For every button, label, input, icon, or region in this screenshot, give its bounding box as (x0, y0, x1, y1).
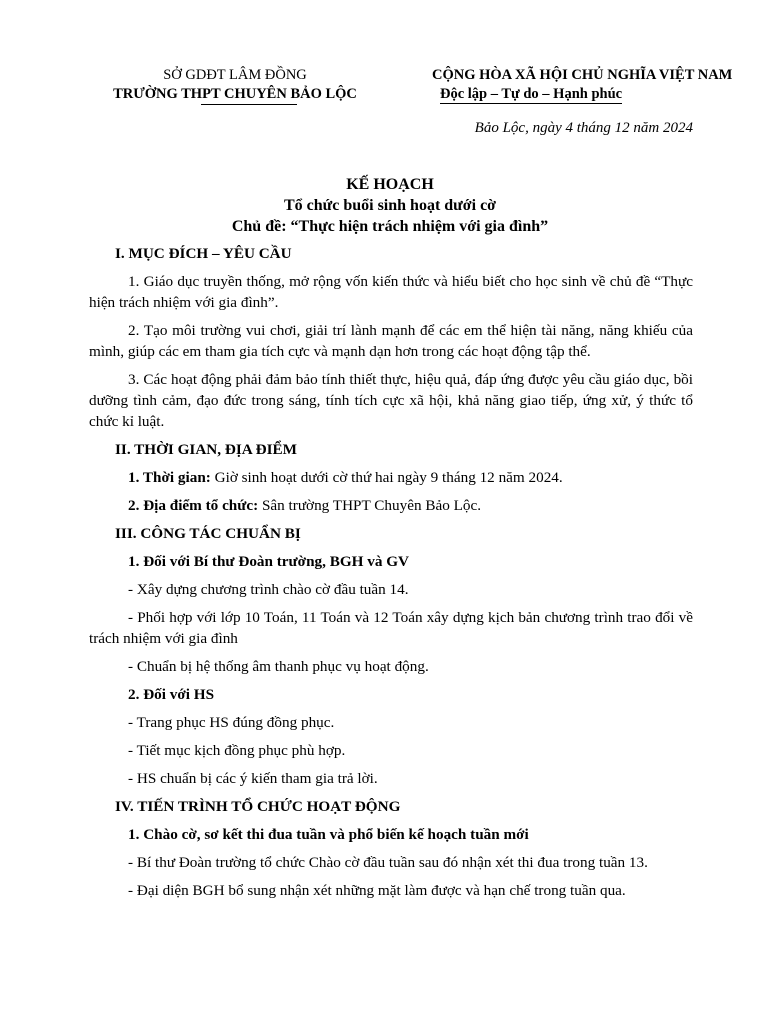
list-item: - Tiết mục kịch đồng phục phù hợp. (128, 742, 346, 759)
time-line (89, 467, 693, 488)
org-school (113, 85, 357, 104)
subsection-heading: 2. Đối với HS (128, 686, 215, 703)
paragraph: 2. Tạo môi trường vui chơi, giải trí lành mạnh để các em thể hiện tài năng, năng khiếu của mình, giúp các em tham gia tích cực và mạnh dạn hơn trong các hoạt động tập thể. (89, 322, 693, 360)
place-label: 2. Địa điểm tổ chức: (128, 497, 259, 514)
subsection-heading: 1. Chào cờ, sơ kết thi đua tuần và phổ biến kế hoạch tuần mới (128, 826, 529, 843)
document-topic: Chủ đề: “Thực hiện trách nhiệm với gia đình” (231, 218, 549, 235)
list-item: - Đại diện BGH bổ sung nhận xét những mặt làm được và hạn chế trong tuần qua. (128, 882, 626, 899)
paragraph: 3. Các hoạt động phải đảm bảo tính thiết thực, hiệu quả, đáp ứng được yêu cầu giáo dục, bồi dưỡng tình cảm, đạo đức trong sáng, tính tích cực xã hội, khả năng giao tiếp, ứng xử, ý thức tổ chức kỉ luật. (89, 371, 693, 430)
place-value: Sân trường THPT Chuyên Bảo Lộc. (258, 497, 482, 514)
list-item: - Trang phục HS đúng đồng phục. (128, 714, 335, 731)
document-title: KẾ HOẠCH (346, 176, 434, 193)
list-item: - Phối hợp với lớp 10 Toán, 11 Toán và 12 Toán xây dựng kịch bản chương trình trao đổi về trách nhiệm với gia đình (89, 609, 693, 647)
document-title-block (88, 174, 692, 237)
list-item: - Chuẩn bị hệ thống âm thanh phục vụ hoạt động. (128, 658, 429, 675)
national-name: CỘNG HÒA XÃ HỘI CHỦ NGHĨA VIỆT NAM (432, 67, 733, 83)
org-school-name: TRƯỜNG THPT CHUYÊN BẢO LỘC (113, 86, 357, 102)
section-heading: IV. TIẾN TRÌNH TỔ CHỨC HOẠT ĐỘNG (115, 798, 401, 815)
list-item: - Bí thư Đoàn trường tổ chức Chào cờ đầu tuần sau đó nhận xét thi đua trong tuần 13. (128, 854, 648, 871)
document-subtitle: Tổ chức buổi sinh hoạt dưới cờ (283, 197, 497, 214)
list-item: - HS chuẩn bị các ý kiến tham gia trả lời. (128, 770, 378, 787)
list-item: - Xây dựng chương trình chào cờ đầu tuần 14. (128, 581, 409, 598)
national-heading (432, 66, 768, 104)
document-date: Bảo Lộc, ngày 4 tháng 12 năm 2024 (474, 120, 693, 136)
org-department: SỞ GDĐT LÂM ĐỒNG (163, 67, 307, 83)
org-underline (201, 104, 297, 105)
time-value: Giờ sinh hoạt dưới cờ thứ hai ngày 9 tháng 12 năm 2024. (210, 469, 563, 486)
document-body (89, 243, 693, 908)
issuing-organization (85, 66, 385, 104)
section-heading: II. THỜI GIAN, ĐỊA ĐIỂM (115, 441, 298, 458)
national-motto: Độc lập – Tự do – Hạnh phúc (440, 86, 623, 102)
paragraph: 1. Giáo dục truyền thống, mở rộng vốn kiến thức và hiểu biết cho học sinh về chủ đề “Thực hiện trách nhiệm với gia đình”. (89, 273, 693, 311)
section-heading: I. MỤC ĐÍCH – YÊU CẦU (115, 245, 292, 262)
time-label: 1. Thời gian: (128, 469, 211, 486)
section-heading: III. CÔNG TÁC CHUẨN BỊ (115, 525, 301, 542)
subsection-heading: 1. Đối với Bí thư Đoàn trường, BGH và GV (128, 553, 410, 570)
place-line (89, 495, 693, 516)
